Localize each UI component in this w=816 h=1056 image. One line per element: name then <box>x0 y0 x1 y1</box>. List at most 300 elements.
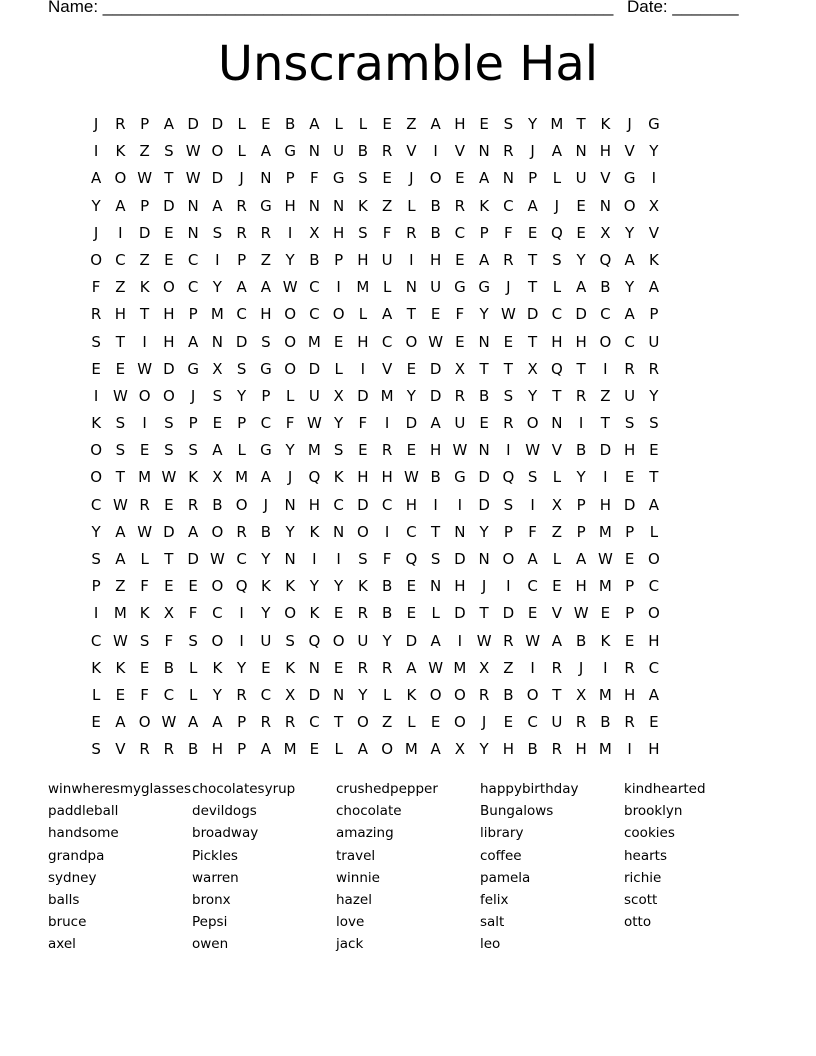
grid-letter: R <box>406 223 417 242</box>
word-list-item: devildogs <box>192 803 257 820</box>
grid-letter: E <box>164 223 174 242</box>
grid-letter: C <box>309 305 320 324</box>
grid-letter: H <box>575 740 587 759</box>
grid-letter: T <box>552 386 562 405</box>
grid-letter: B <box>212 495 223 514</box>
grid-letter: M <box>235 468 249 487</box>
grid-letter: P <box>625 577 635 596</box>
grid-letter: A <box>187 332 199 351</box>
grid-letter: M <box>210 305 224 324</box>
grid-letter: R <box>381 142 393 161</box>
grid-letter: W <box>452 441 468 460</box>
grid-letter: C <box>187 278 199 297</box>
grid-letter: E <box>406 577 417 596</box>
grid-letter: A <box>478 169 490 188</box>
grid-letter: E <box>527 223 538 242</box>
grid-letter: I <box>239 604 244 623</box>
grid-row <box>84 139 666 166</box>
grid-letter: C <box>187 250 199 269</box>
grid-letter: P <box>479 223 489 242</box>
grid-letter: L <box>334 115 343 133</box>
grid-letter: A <box>551 142 562 161</box>
grid-letter: Y <box>237 386 247 405</box>
grid-letter: E <box>164 577 174 596</box>
grid-letter: W <box>185 142 201 161</box>
grid-letter: R <box>284 713 296 732</box>
grid-letter: N <box>308 658 320 677</box>
grid-letter: O <box>502 550 515 568</box>
grid-letter: M <box>307 441 321 460</box>
grid-letter: L <box>649 522 659 541</box>
word-column <box>624 778 768 956</box>
grid-letter: R <box>139 495 150 514</box>
grid-letter: R <box>381 658 393 677</box>
word-list-item: handsome <box>48 825 119 842</box>
grid-letter: N <box>599 196 611 215</box>
grid-letter: Z <box>139 250 150 269</box>
grid-letter: T <box>576 359 586 378</box>
grid-letter: B <box>357 142 369 161</box>
grid-letter: O <box>356 713 369 732</box>
grid-letter: H <box>429 250 442 269</box>
grid-letter: E <box>91 359 101 378</box>
grid-letter: T <box>431 522 441 541</box>
grid-letter: C <box>90 495 102 514</box>
grid-letter: S <box>649 414 659 433</box>
grid-letter: P <box>625 522 635 541</box>
grid-letter: T <box>600 414 610 433</box>
word-list-item: grandpa <box>48 847 105 864</box>
grid-letter: M <box>380 386 394 405</box>
grid-letter: O <box>599 332 612 351</box>
grid-letter: J <box>93 223 99 242</box>
grid-letter: G <box>260 441 272 460</box>
grid-letter: S <box>115 414 126 433</box>
grid-letter: R <box>260 223 272 242</box>
grid-letter: V <box>454 142 465 161</box>
grid-letter: A <box>260 142 271 161</box>
grid-letter: H <box>502 740 515 759</box>
grid-letter: L <box>552 468 562 487</box>
grid-letter: L <box>140 550 149 568</box>
grid-letter: K <box>188 468 199 487</box>
grid-letter: A <box>115 522 126 541</box>
grid-letter: A <box>624 250 635 269</box>
grid-letter: A <box>648 685 659 704</box>
grid-letter: H <box>599 142 612 161</box>
word-list-item: bronx <box>192 892 231 909</box>
grid-letter: N <box>308 196 320 215</box>
grid-letter: N <box>502 169 514 188</box>
grid-letter: C <box>551 305 563 324</box>
grid-letter: Z <box>139 142 150 161</box>
grid-letter: A <box>90 169 102 188</box>
grid-letter: R <box>624 713 635 732</box>
grid-letter: Y <box>382 631 392 650</box>
grid-letter: U <box>308 386 320 405</box>
grid-letter: H <box>211 740 224 759</box>
grid-letter: I <box>603 359 608 378</box>
grid-letter: I <box>384 414 390 433</box>
grid-letter: I <box>530 495 535 514</box>
grid-letter: R <box>90 305 102 324</box>
grid-letter: A <box>163 115 174 133</box>
grid-letter: W <box>476 631 492 650</box>
grid-letter: H <box>575 577 587 596</box>
grid-letter: I <box>651 169 657 188</box>
grid-letter: S <box>261 332 271 351</box>
word-list-item: warren <box>192 869 239 886</box>
grid-letter: E <box>552 577 562 596</box>
grid-letter: Q <box>599 250 612 269</box>
grid-letter: U <box>551 713 563 732</box>
grid-letter: S <box>333 441 344 460</box>
grid-letter: N <box>551 414 563 433</box>
grid-letter: C <box>381 495 393 514</box>
grid-letter: B <box>575 631 587 650</box>
grid-letter: E <box>261 115 271 133</box>
grid-letter: B <box>260 522 272 541</box>
name-field-label: Name: ______________________________________________________ <box>48 0 614 16</box>
grid-letter: G <box>332 169 345 188</box>
grid-letter: I <box>287 223 293 242</box>
grid-letter: N <box>430 577 442 596</box>
grid-letter: C <box>648 577 660 596</box>
grid-letter: V <box>115 740 126 759</box>
grid-letter: E <box>455 332 465 351</box>
grid-letter: A <box>575 278 587 297</box>
grid-letter: D <box>357 495 369 514</box>
grid-letter: Y <box>479 740 489 759</box>
grid-letter: W <box>525 441 541 460</box>
grid-letter: I <box>457 631 463 650</box>
grid-letter: Z <box>381 196 393 215</box>
word-list-item: jack <box>336 936 364 953</box>
grid-letter: E <box>406 604 417 623</box>
grid-letter: H <box>648 631 660 650</box>
grid-letter: K <box>260 577 271 596</box>
grid-letter: O <box>429 685 442 704</box>
grid-letter: S <box>624 414 635 433</box>
grid-letter: I <box>336 550 341 568</box>
grid-row <box>84 112 666 139</box>
grid-letter: N <box>333 522 345 541</box>
grid-letter: E <box>115 359 126 378</box>
grid-letter: M <box>550 115 564 133</box>
word-list-item: brooklyn <box>624 803 683 820</box>
letter-grid <box>84 112 666 765</box>
grid-letter: Z <box>260 250 272 269</box>
grid-letter: U <box>357 631 369 650</box>
word-list-item: bruce <box>48 914 87 931</box>
grid-letter: R <box>357 604 369 623</box>
grid-letter: F <box>140 577 149 596</box>
grid-letter: B <box>381 604 393 623</box>
grid-letter: C <box>527 713 538 732</box>
grid-letter: R <box>357 658 369 677</box>
grid-letter: J <box>627 115 632 133</box>
grid-letter: P <box>188 414 198 433</box>
grid-letter: G <box>648 115 660 133</box>
grid-letter: G <box>260 359 272 378</box>
grid-letter: W <box>112 631 128 650</box>
grid-letter: X <box>454 740 466 759</box>
grid-letter: A <box>115 713 126 732</box>
grid-letter: Y <box>334 414 344 433</box>
grid-letter: A <box>309 115 320 133</box>
grid-letter: M <box>598 522 612 541</box>
grid-letter: R <box>503 631 514 650</box>
grid-letter: K <box>91 658 102 677</box>
grid-letter: D <box>478 495 490 514</box>
word-list-item: scott <box>624 892 658 909</box>
grid-letter: C <box>454 223 466 242</box>
word-list-item: happybirthday <box>480 781 579 797</box>
grid-letter: K <box>600 115 611 133</box>
grid-letter: K <box>285 577 296 596</box>
grid-letter: E <box>406 441 417 460</box>
grid-letter: O <box>332 305 345 324</box>
grid-letter: C <box>624 332 635 351</box>
grid-letter: B <box>284 115 296 133</box>
grid-letter: A <box>527 196 538 215</box>
grid-letter: I <box>93 386 99 405</box>
grid-letter: E <box>164 250 174 269</box>
grid-letter: Y <box>285 522 295 541</box>
grid-letter: W <box>112 386 128 405</box>
grid-letter: Y <box>649 142 659 161</box>
grid-letter: Q <box>405 550 418 568</box>
grid-letter: W <box>428 658 444 677</box>
grid-letter: F <box>310 169 319 188</box>
grid-letter: A <box>260 468 271 487</box>
grid-letter: H <box>357 332 369 351</box>
grid-letter: Z <box>600 386 611 405</box>
grid-letter: E <box>261 658 271 677</box>
grid-letter: S <box>358 550 368 568</box>
grid-letter: U <box>624 386 636 405</box>
grid-letter: S <box>358 223 368 242</box>
word-column <box>336 778 480 956</box>
grid-letter: C <box>309 713 320 732</box>
grid-letter: E <box>503 332 514 351</box>
grid-letter: E <box>479 115 489 133</box>
grid-letter: A <box>527 550 538 568</box>
grid-letter: X <box>527 359 538 378</box>
grid-letter: C <box>333 495 344 514</box>
grid-letter: C <box>236 305 247 324</box>
grid-letter: Y <box>91 196 101 215</box>
grid-letter: I <box>336 278 341 297</box>
grid-letter: B <box>600 713 611 732</box>
grid-letter: Q <box>235 577 248 596</box>
grid-letter: R <box>624 658 635 677</box>
grid-letter: N <box>478 550 490 568</box>
grid-letter: A <box>430 740 441 759</box>
grid-letter: E <box>139 658 150 677</box>
grid-letter: A <box>187 522 199 541</box>
grid-letter: J <box>530 142 535 161</box>
grid-letter: H <box>575 332 587 351</box>
grid-letter: U <box>454 414 466 433</box>
grid-letter: T <box>164 550 174 568</box>
grid-letter: D <box>405 631 418 650</box>
word-list-item: sydney <box>48 869 97 886</box>
grid-letter: I <box>215 250 220 269</box>
grid-letter: H <box>260 305 272 324</box>
grid-letter: U <box>260 631 272 650</box>
grid-letter: S <box>91 740 101 759</box>
grid-letter: I <box>433 495 438 514</box>
grid-letter: E <box>624 631 635 650</box>
grid-letter: C <box>309 278 320 297</box>
grid-letter: V <box>624 142 635 161</box>
grid-letter: C <box>260 414 272 433</box>
grid-letter: T <box>528 250 538 269</box>
grid-letter: X <box>551 495 563 514</box>
grid-letter: D <box>163 359 175 378</box>
grid-letter: E <box>576 196 586 215</box>
grid-letter: Y <box>237 658 247 677</box>
grid-letter: D <box>163 522 175 541</box>
grid-letter: J <box>287 468 293 487</box>
grid-letter: O <box>211 522 224 541</box>
grid-letter: I <box>239 631 244 650</box>
grid-letter: T <box>479 359 489 378</box>
grid-letter: Y <box>576 250 586 269</box>
grid-letter: F <box>164 631 174 650</box>
grid-letter: N <box>405 278 417 297</box>
word-list-item: chocolatesyrup <box>192 781 296 797</box>
grid-letter: I <box>578 414 584 433</box>
grid-row <box>84 465 666 492</box>
word-bank <box>48 778 768 956</box>
grid-letter: A <box>115 550 126 568</box>
grid-letter: D <box>502 604 515 623</box>
grid-letter: P <box>188 305 198 324</box>
grid-letter: F <box>285 414 295 433</box>
grid-letter: T <box>115 468 125 487</box>
grid-letter: Z <box>381 713 393 732</box>
grid-letter: L <box>358 115 368 133</box>
grid-letter: P <box>625 604 635 623</box>
grid-letter: N <box>478 142 490 161</box>
grid-letter: Y <box>649 386 659 405</box>
word-list-item: axel <box>48 936 76 953</box>
grid-letter: H <box>648 740 660 759</box>
grid-letter: U <box>575 169 587 188</box>
grid-letter: X <box>575 685 587 704</box>
grid-letter: Y <box>625 278 635 297</box>
grid-letter: H <box>357 468 369 487</box>
grid-letter: E <box>527 604 538 623</box>
grid-letter: W <box>185 169 201 188</box>
grid-letter: P <box>237 713 247 732</box>
grid-letter: E <box>333 604 344 623</box>
grid-letter: C <box>600 305 611 324</box>
grid-letter: E <box>624 468 635 487</box>
grid-letter: E <box>503 713 514 732</box>
word-list-item: winnie <box>336 869 380 886</box>
grid-letter: D <box>405 414 418 433</box>
grid-letter: A <box>212 196 223 215</box>
grid-letter: H <box>429 441 442 460</box>
grid-letter: O <box>138 713 151 732</box>
grid-letter: R <box>648 359 660 378</box>
grid-letter: N <box>187 196 199 215</box>
grid-letter: O <box>138 386 151 405</box>
grid-letter: M <box>356 278 370 297</box>
grid-row <box>84 248 666 275</box>
grid-letter: D <box>454 550 466 568</box>
grid-letter: E <box>333 658 344 677</box>
grid-letter: A <box>381 305 393 324</box>
grid-letter: K <box>333 468 344 487</box>
grid-letter: A <box>115 196 126 215</box>
grid-letter: C <box>236 550 247 568</box>
grid-letter: V <box>381 359 393 378</box>
grid-letter: H <box>623 441 636 460</box>
grid-letter: Y <box>261 550 271 568</box>
grid-letter: A <box>187 713 199 732</box>
grid-letter: B <box>381 577 393 596</box>
grid-letter: E <box>212 414 223 433</box>
grid-letter: Y <box>212 685 222 704</box>
grid-letter: C <box>503 196 514 215</box>
grid-letter: R <box>236 223 247 242</box>
grid-letter: W <box>403 468 419 487</box>
grid-row <box>84 411 666 438</box>
grid-letter: V <box>551 441 562 460</box>
grid-letter: A <box>430 115 441 133</box>
word-column <box>48 778 192 956</box>
grid-letter: W <box>573 604 589 623</box>
grid-letter: D <box>526 305 539 324</box>
grid-letter: K <box>115 658 126 677</box>
grid-row <box>84 574 666 601</box>
grid-letter: P <box>237 740 247 759</box>
grid-letter: O <box>162 278 175 297</box>
grid-letter: P <box>140 196 150 215</box>
grid-letter: M <box>283 740 297 759</box>
grid-letter: E <box>115 685 126 704</box>
grid-letter: T <box>334 713 344 732</box>
word-list-item: salt <box>480 914 505 931</box>
grid-letter: O <box>90 250 103 269</box>
word-list-item: Bungalows <box>480 803 554 820</box>
grid-letter: L <box>358 305 368 324</box>
grid-row <box>84 330 666 357</box>
grid-letter: E <box>479 414 489 433</box>
grid-letter: H <box>454 115 466 133</box>
grid-letter: R <box>478 685 490 704</box>
grid-letter: O <box>211 142 224 161</box>
grid-letter: K <box>115 142 126 161</box>
grid-letter: B <box>600 278 611 297</box>
grid-letter: R <box>187 495 199 514</box>
grid-letter: E <box>430 305 441 324</box>
grid-letter: O <box>647 550 660 568</box>
grid-row <box>84 438 666 465</box>
grid-letter: K <box>139 604 150 623</box>
grid-letter: W <box>597 550 613 568</box>
grid-letter: L <box>188 685 198 704</box>
grid-letter: H <box>357 250 369 269</box>
grid-letter: I <box>360 359 366 378</box>
grid-letter: O <box>284 332 297 351</box>
grid-letter: V <box>648 223 659 242</box>
grid-letter: O <box>647 604 660 623</box>
